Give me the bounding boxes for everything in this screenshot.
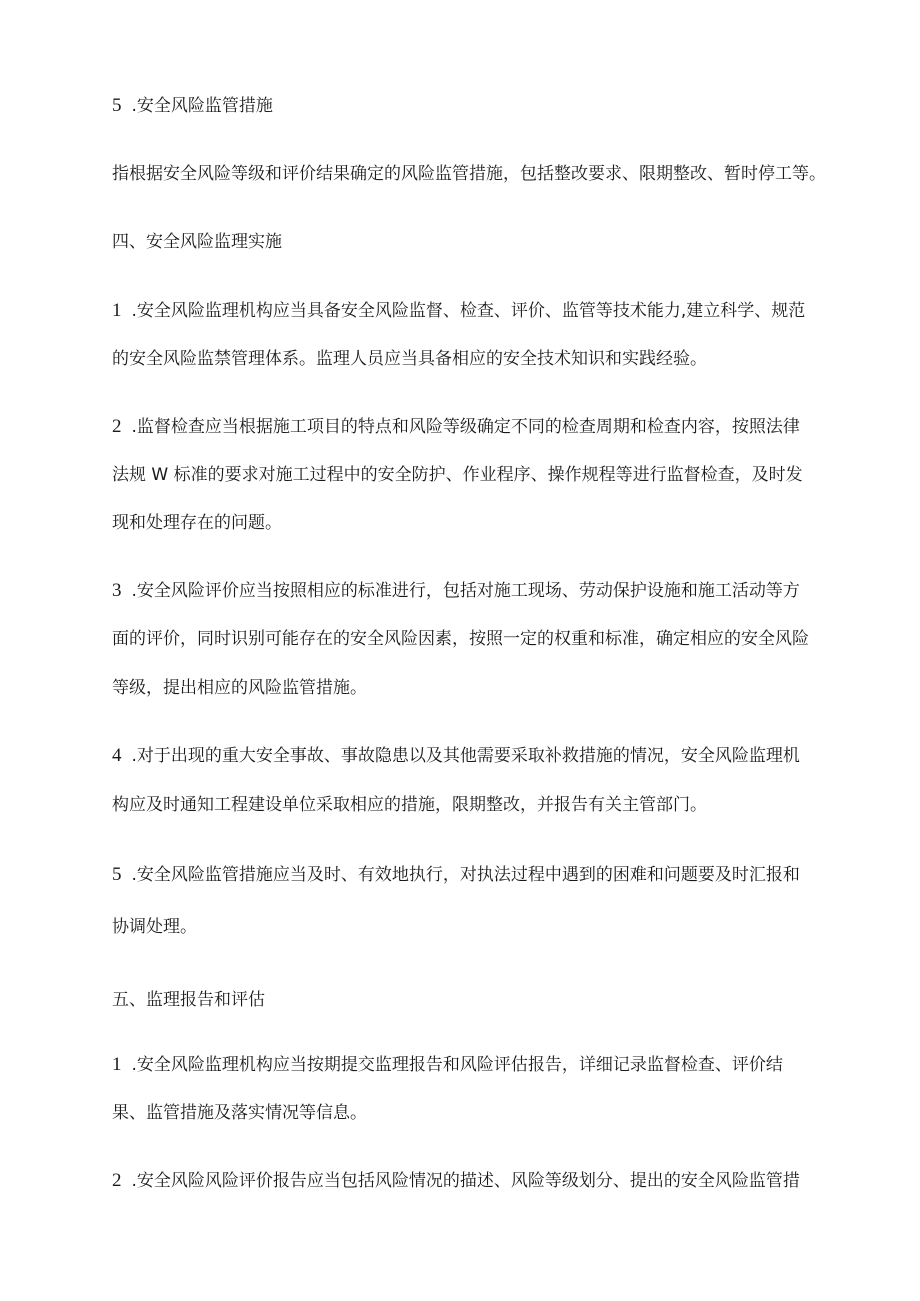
list-item-line: 现和处理存在的问题。 [112, 513, 282, 533]
item-text: .安全风险风险评价报告应当包括风险情况的描述、风险等级划分、提出的安全风险监管措 [131, 1171, 800, 1191]
item-number: 3 [112, 580, 122, 601]
item-text: .安全风险监理机构应当按期提交监理报告和风险评估报告，详细记录监督检查、评价结 [131, 1055, 783, 1075]
item-text: .安全风险评价应当按照相应的标准进行，包括对施工现场、劳动保护设施和施工活动等方 [131, 581, 800, 601]
list-item-line: 构应及时通知工程建设单位采取相应的措施，限期整改，并报告有关主管部门。 [112, 795, 707, 815]
list-item-line [112, 579, 800, 603]
item-number: 4 [112, 745, 122, 766]
list-item-line [112, 1053, 783, 1077]
item-number: 2 [112, 416, 122, 437]
heading-text: .安全风险监管措施 [131, 96, 273, 116]
item-number: 5 [112, 864, 122, 885]
list-item-line: 面的评价，同时识别可能存在的安全风险因素，按照一定的权重和标准，确定相应的安全风险 [112, 629, 809, 649]
item-text: .对于出现的重大安全事故、事故隐患以及其他需要采取补救措施的情况，安全风险监理机 [131, 746, 800, 766]
list-item-line [112, 863, 800, 887]
list-item-line [112, 299, 805, 323]
list-item-line: 协调处理。 [112, 917, 197, 937]
list-item-line: 等级，提出相应的风险监管措施。 [112, 678, 367, 698]
list-item-line [112, 415, 800, 439]
list-item-line [112, 744, 800, 768]
section-heading: 四、安全风险监理实施 [112, 232, 282, 252]
numbered-heading [112, 94, 273, 118]
item-text: .安全风险监管措施应当及时、有效地执行，对执法过程中遇到的困难和问题要及时汇报和 [131, 865, 800, 885]
section-heading: 五、监理报告和评估 [112, 990, 265, 1010]
item-number: 5 [112, 95, 122, 116]
item-text: .安全风险监理机构应当具备安全风险监督、检查、评价、监管等技术能力,建立科学、规范 [131, 301, 806, 321]
item-text: .监督检查应当根据施工项目的特点和风险等级确定不同的检查周期和检查内容，按照法律 [131, 417, 800, 437]
list-item-line: 法规 W 标准的要求对施工过程中的安全防护、作业程序、操作规程等进行监督检查，及时发 [112, 465, 803, 485]
item-number: 1 [112, 300, 122, 321]
list-item-line: 果、监管措施及落实情况等信息。 [112, 1103, 367, 1123]
list-item-line [112, 1169, 800, 1193]
item-number: 1 [112, 1054, 122, 1075]
list-item-line: 的安全风险监禁管理体系。监理人员应当具备相应的安全技术知识和实践经验。 [112, 349, 707, 369]
paragraph-line: 指根据安全风险等级和评价结果确定的风险监管措施，包括整改要求、限期整改、暂时停工等。 [112, 164, 826, 184]
item-number: 2 [112, 1170, 122, 1191]
